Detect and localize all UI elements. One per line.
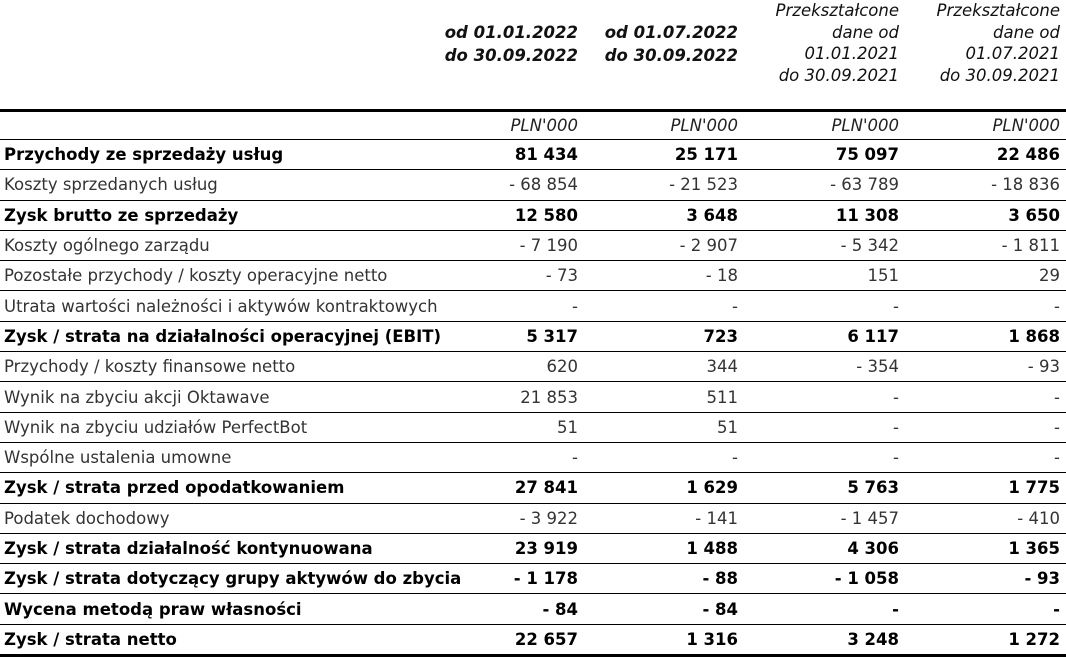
table-body — [0, 140, 1066, 656]
row-label: Koszty sprzedanych usług — [0, 170, 434, 200]
row-value: 11 308 — [744, 200, 905, 230]
row-value: - 18 836 — [905, 170, 1066, 200]
header-row — [0, 0, 1066, 111]
row-value: - — [905, 594, 1066, 624]
row-value: 1 488 — [584, 533, 744, 563]
row-value: 3 650 — [905, 200, 1066, 230]
table-row — [0, 503, 1066, 533]
row-label: Koszty ogólnego zarządu — [0, 230, 434, 260]
row-value: 22 486 — [905, 140, 1066, 170]
row-label: Wycena metodą praw własności — [0, 594, 434, 624]
row-value: 21 853 — [434, 382, 584, 412]
table-row — [0, 352, 1066, 382]
row-value: - — [905, 382, 1066, 412]
row-value: - — [434, 442, 584, 472]
row-value: 1 775 — [905, 473, 1066, 503]
row-label: Zysk / strata na działalności operacyjnej (EBIT) — [0, 321, 434, 351]
header-col-2021-q3 — [905, 0, 1066, 111]
unit-cell: PLN'000 — [584, 111, 744, 140]
row-value: - — [905, 442, 1066, 472]
row-value: 27 841 — [434, 473, 584, 503]
row-value: 723 — [584, 321, 744, 351]
table-row — [0, 594, 1066, 624]
header-col-2021-9m — [744, 0, 905, 111]
row-value: - — [744, 442, 905, 472]
row-value: - — [434, 291, 584, 321]
row-value: - 7 190 — [434, 230, 584, 260]
row-label: Wspólne ustalenia umowne — [0, 442, 434, 472]
row-value: - 93 — [905, 564, 1066, 594]
row-value: 511 — [584, 382, 744, 412]
header-line: do 30.09.2022 — [604, 46, 738, 65]
row-value: 1 365 — [905, 533, 1066, 563]
row-value: 29 — [905, 261, 1066, 291]
row-label: Pozostałe przychody / koszty operacyjne netto — [0, 261, 434, 291]
table-row — [0, 230, 1066, 260]
header-line: do 30.09.2022 — [444, 46, 578, 65]
row-value: 81 434 — [434, 140, 584, 170]
row-label: Zysk brutto ze sprzedaży — [0, 200, 434, 230]
table-row — [0, 170, 1066, 200]
row-value: - 141 — [584, 503, 744, 533]
header-label-cell — [0, 0, 434, 111]
row-value: - 3 922 — [434, 503, 584, 533]
header-col-2022-9m — [434, 0, 584, 111]
table-row — [0, 442, 1066, 472]
table-row — [0, 200, 1066, 230]
row-value: - — [584, 291, 744, 321]
table-row — [0, 321, 1066, 351]
table-row — [0, 473, 1066, 503]
row-value: - 1 058 — [744, 564, 905, 594]
row-value: - 88 — [584, 564, 744, 594]
table-row — [0, 533, 1066, 563]
header-line: Przekształcone — [775, 1, 899, 20]
row-value: 151 — [744, 261, 905, 291]
row-value: - 1 178 — [434, 564, 584, 594]
row-value: - — [744, 291, 905, 321]
row-value: - 73 — [434, 261, 584, 291]
row-value: 1 629 — [584, 473, 744, 503]
row-value: - — [744, 594, 905, 624]
header-line: od 01.07.2022 — [604, 23, 738, 42]
row-label: Zysk / strata netto — [0, 624, 434, 655]
row-value: - 21 523 — [584, 170, 744, 200]
table-row — [0, 140, 1066, 170]
header-line: do 30.09.2021 — [939, 65, 1060, 85]
row-value: 12 580 — [434, 200, 584, 230]
row-value: - — [744, 382, 905, 412]
row-value: - — [584, 442, 744, 472]
table-row — [0, 261, 1066, 291]
row-value: - 410 — [905, 503, 1066, 533]
row-value: 4 306 — [744, 533, 905, 563]
row-label: Wynik na zbyciu akcji Oktawave — [0, 382, 434, 412]
row-value: - 5 342 — [744, 230, 905, 260]
row-value: 1 316 — [584, 624, 744, 655]
table-row — [0, 624, 1066, 655]
header-line: dane od — [831, 22, 899, 42]
row-value: 25 171 — [584, 140, 744, 170]
row-value: 22 657 — [434, 624, 584, 655]
unit-cell: PLN'000 — [905, 111, 1066, 140]
header-line: dane od — [992, 22, 1060, 42]
row-value: - — [905, 291, 1066, 321]
row-label: Utrata wartości należności i aktywów kontraktowych — [0, 291, 434, 321]
table-row — [0, 291, 1066, 321]
table-row — [0, 382, 1066, 412]
row-label: Wynik na zbyciu udziałów PerfectBot — [0, 412, 434, 442]
unit-label-cell — [0, 111, 434, 140]
header-line: 01.01.2021 — [804, 44, 899, 63]
row-value: 51 — [584, 412, 744, 442]
row-value: 3 648 — [584, 200, 744, 230]
row-value: - 1 457 — [744, 503, 905, 533]
table-row — [0, 412, 1066, 442]
table-row — [0, 564, 1066, 594]
row-value: 1 868 — [905, 321, 1066, 351]
unit-cell: PLN'000 — [744, 111, 905, 140]
row-value: - 2 907 — [584, 230, 744, 260]
header-line: od 01.01.2022 — [444, 23, 578, 42]
header-line: 01.07.2021 — [965, 44, 1060, 63]
row-label: Przychody ze sprzedaży usług — [0, 140, 434, 170]
row-value: - — [744, 412, 905, 442]
row-value: 620 — [434, 352, 584, 382]
unit-row — [0, 111, 1066, 140]
row-value: - 93 — [905, 352, 1066, 382]
row-label: Zysk / strata przed opodatkowaniem — [0, 473, 434, 503]
header-col-2022-q3 — [584, 0, 744, 111]
row-label: Zysk / strata działalność kontynuowana — [0, 533, 434, 563]
unit-cell: PLN'000 — [434, 111, 584, 140]
row-value: 5 317 — [434, 321, 584, 351]
row-value: - 1 811 — [905, 230, 1066, 260]
row-value: - — [905, 412, 1066, 442]
row-value: - 84 — [434, 594, 584, 624]
row-value: 23 919 — [434, 533, 584, 563]
row-value: 5 763 — [744, 473, 905, 503]
header-line: Przekształcone — [936, 1, 1060, 20]
row-value: 3 248 — [744, 624, 905, 655]
row-value: - 68 854 — [434, 170, 584, 200]
row-label: Przychody / koszty finansowe netto — [0, 352, 434, 382]
row-value: - 84 — [584, 594, 744, 624]
row-label: Zysk / strata dotyczący grupy aktywów do zbycia — [0, 564, 434, 594]
row-value: 51 — [434, 412, 584, 442]
row-value: 6 117 — [744, 321, 905, 351]
row-label: Podatek dochodowy — [0, 503, 434, 533]
row-value: - 63 789 — [744, 170, 905, 200]
header-line: do 30.09.2021 — [778, 65, 899, 85]
row-value: - 18 — [584, 261, 744, 291]
row-value: 75 097 — [744, 140, 905, 170]
row-value: 344 — [584, 352, 744, 382]
row-value: - 354 — [744, 352, 905, 382]
row-value: 1 272 — [905, 624, 1066, 655]
